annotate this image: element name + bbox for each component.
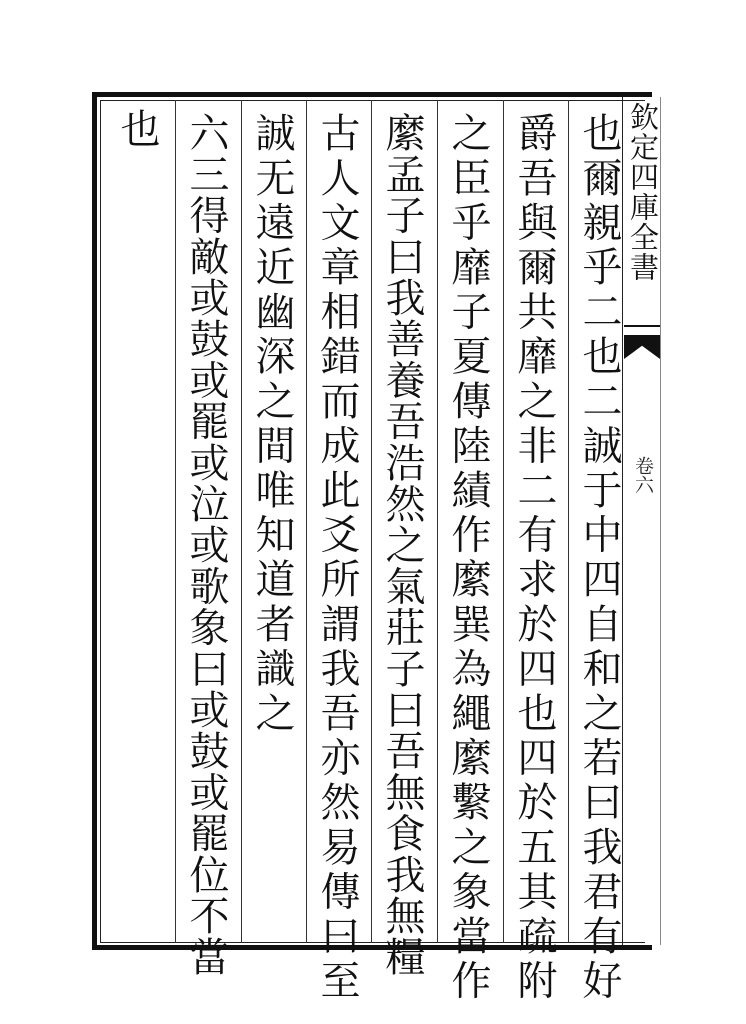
text-column-1: 也爾親乎二也二誠于中四自和之若曰我君有好 (576, 112, 622, 1004)
spine-edge (660, 97, 661, 945)
text-column-4: 縻孟子曰我善養吾浩然之氣莊子曰吾無食我無糧 (379, 112, 425, 978)
text-column-5: 古人文章相錯而成此爻所謂我吾亦然易傳曰至 (314, 112, 360, 1004)
text-column-2: 爵吾與爾共靡之非二有求於四也四於五其疏附 (511, 112, 557, 1004)
book-title: 欽定四庫全書 (626, 102, 660, 282)
text-column-3: 之臣乎靡子夏傳陸績作縻巽為繩縻繫之象當作 (445, 112, 491, 1004)
text-column-7: 六三得敵或鼓或罷或泣或歌象曰或鼓或罷位不當 (183, 112, 229, 978)
column-rule (437, 100, 438, 943)
column-rule (241, 100, 242, 943)
column-rule (306, 100, 307, 943)
column-rule (503, 100, 504, 943)
text-column-8: 也 (114, 108, 160, 148)
column-rule (175, 100, 176, 943)
column-rule (371, 100, 372, 943)
text-column-6: 誠无遠近幽深之間唯知道者識之 (249, 112, 295, 737)
fishtail-rule (624, 325, 660, 327)
column-rule (568, 100, 569, 943)
volume-label: 卷六 (632, 456, 654, 494)
